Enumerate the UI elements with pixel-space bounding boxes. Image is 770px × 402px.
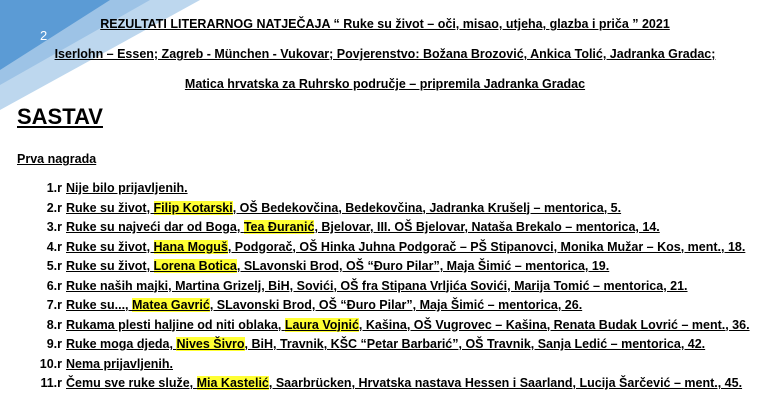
- header-title: REZULTATI LITERARNOG NATJEČAJA “ Ruke su život – oči, misao, utjeha, glazba i priča ” 2021: [100, 17, 670, 31]
- entry-text: Ruke su život, Hana Moguš, Podgorač, OŠ Hinka Juhna Podgorač – PŠ Stipanovci, Monika Mužar – Kos, ment., 18.: [66, 239, 746, 254]
- entry-grade: 8.r: [46, 317, 62, 332]
- entry-grade: 4.r: [46, 239, 62, 254]
- entry-text: Ruke su život, Filip Kotarski, OŠ Bedekovčina, Bedekovčina, Jadranka Krušelj – mentorica, 5.: [66, 200, 622, 215]
- header-credits: Matica hrvatska za Ruhrsko područje – pripremila Jadranka Gradac: [184, 77, 586, 91]
- entry-grade: 7.r: [46, 298, 62, 312]
- entry-text: Nema prijavljenih.: [66, 356, 173, 371]
- entry-grade: 9.r: [46, 337, 62, 351]
- student-name: Matea Gavrić: [132, 298, 210, 312]
- entry-grade: 10.r: [39, 356, 62, 371]
- student-name: Mia Kastelić: [196, 376, 269, 390]
- entry-grade: 2.r: [46, 200, 62, 215]
- student-name: Hana Moguš: [153, 239, 228, 254]
- entry-text: Ruke su život, Lorena Botica, SLavonski Brod, OŠ “Đuro Pilar”, Maja Šimić – mentorica, 19.: [66, 259, 610, 273]
- header-locations: Iserlohn – Essen; Zagreb - München - Vukovar; Povjerenstvo: Božana Brozović, Ankica Tolić, Jadranka Gradac;: [54, 47, 716, 61]
- entry-text: Ruke su najveći dar od Boga, Tea Đuranić, Bjelovar, III. OŠ Bjelovar, Nataša Brekalo – mentorica, 14.: [66, 220, 660, 234]
- entry-text: Ruke su..., Matea Gavrić, SLavonski Brod, OŠ “Đuro Pilar”, Maja Šimić – mentorica, 26.: [66, 298, 583, 312]
- entry-text: Rukama plesti haljine od niti oblaka, Laura Vojnić, Kašina, OŠ Vugrovec – Kašina, Renata Budak Lovrić – ment., 36.: [66, 317, 750, 332]
- student-name: Nives Šivro: [176, 337, 245, 351]
- entry-grade: 3.r: [46, 220, 62, 234]
- student-name: Lorena Botica: [153, 259, 237, 273]
- subsection-title: Prva nagrada: [17, 152, 97, 166]
- entry-grade: 5.r: [46, 259, 62, 273]
- entry-text: Ruke moga djeda, Nives Šivro, BiH, Travnik, KŠC “Petar Barbarić”, OŠ Travnik, Sanja Ledić – mentorica, 42.: [66, 337, 706, 351]
- entry-grade: 1.r: [46, 181, 62, 195]
- student-name: Laura Vojnić: [284, 317, 359, 332]
- section-title: SASTAV: [17, 104, 103, 129]
- entry-text: Čemu sve ruke služe, Mia Kastelić, Saarbrücken, Hrvatska nastava Hessen i Saarland, Lucija Šarčević – ment., 45.: [66, 376, 743, 390]
- entry-text: Nije bilo prijavljenih.: [66, 181, 188, 195]
- entry-text: Ruke naših majki, Martina Grizelj, BiH, Sovići, OŠ fra Stipana Vrljića Sovići, Marija Tomić – mentorica, 21.: [66, 278, 688, 293]
- entry-grade: 11.r: [40, 376, 62, 390]
- student-name: Filip Kotarski: [153, 200, 233, 215]
- entry-grade: 6.r: [46, 278, 62, 293]
- student-name: Tea Đuranić: [243, 220, 315, 234]
- page-number: 2: [40, 28, 48, 43]
